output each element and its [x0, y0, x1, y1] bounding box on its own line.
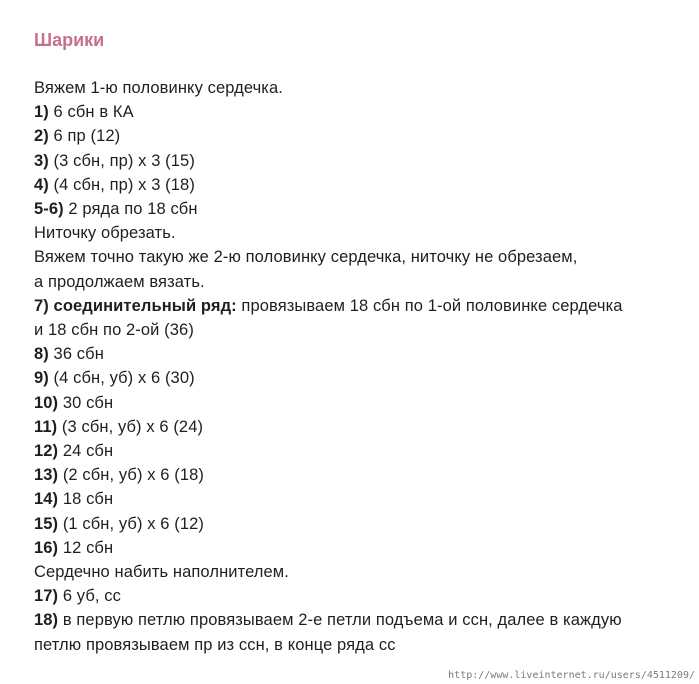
row-text: 18 сбн — [58, 490, 114, 509]
row-text: 2 ряда по 18 сбн — [63, 200, 198, 219]
watermark-url: http://www.liveinternet.ru/users/4511209/ — [448, 670, 695, 681]
row-number: 14) — [34, 490, 59, 509]
row-text: провязываем 18 сбн по 1-ой половинке сердечка — [236, 296, 623, 315]
page-title: Шарики — [34, 30, 105, 50]
instruction-line — [34, 76, 684, 100]
row-text: (4 сбн, пр) х 3 (18) — [48, 175, 195, 194]
row-number: 10) — [34, 393, 59, 412]
row-text: в первую петлю провязываем 2-е петли подъема и ссн, далее в каждую — [58, 611, 622, 630]
row-number: 5-6) — [34, 200, 64, 219]
instruction-line — [34, 149, 684, 173]
row-text: 30 сбн — [58, 393, 114, 412]
instruction-line — [34, 536, 684, 560]
row-number: 4) — [34, 175, 49, 194]
instruction-line — [34, 560, 684, 584]
row-number: 16) — [34, 538, 59, 557]
row-text: 12 сбн — [58, 538, 114, 557]
instruction-line — [34, 439, 684, 463]
row-text: и 18 сбн по 2-ой (36) — [34, 321, 194, 340]
row-number: 15) — [34, 514, 59, 533]
instruction-line — [34, 270, 684, 294]
instruction-line — [34, 415, 684, 439]
row-number: 2) — [34, 127, 49, 146]
row-number: 17) — [34, 587, 59, 606]
row-text: Вяжем 1-ю половинку сердечка. — [34, 79, 283, 97]
row-text: (4 сбн, уб) х 6 (30) — [48, 369, 195, 388]
row-number: 18) — [34, 611, 59, 630]
instruction-line — [34, 512, 684, 536]
row-number: 1) — [34, 103, 49, 122]
row-text: (1 сбн, уб) х 6 (12) — [58, 514, 204, 533]
row-number: 8) — [34, 345, 49, 364]
row-number: 13) — [34, 466, 59, 485]
instruction-line — [34, 487, 684, 511]
pattern-instructions — [34, 76, 684, 657]
row-number: 11) — [34, 417, 58, 436]
instruction-line — [34, 633, 684, 657]
row-text: Ниточку обрезать. — [34, 224, 176, 243]
instruction-line — [34, 584, 684, 608]
row-text: Сердечно набить наполнителем. — [34, 563, 289, 582]
instruction-line — [34, 463, 684, 487]
instruction-line — [34, 197, 684, 221]
row-number: 3) — [34, 151, 49, 170]
row-text: а продолжаем вязать. — [34, 272, 205, 291]
instruction-line — [34, 100, 684, 124]
row-text: 36 сбн — [48, 345, 104, 364]
instruction-line — [34, 318, 684, 342]
instruction-line — [34, 608, 684, 632]
instruction-line — [34, 391, 684, 415]
row-number: 12) — [34, 442, 59, 461]
row-text: (3 сбн, пр) х 3 (15) — [48, 151, 195, 170]
row-text: (3 сбн, уб) х 6 (24) — [57, 417, 204, 436]
row-text: (2 сбн, уб) х 6 (18) — [58, 466, 204, 485]
instruction-line — [34, 294, 684, 318]
row-number: 9) — [34, 369, 49, 388]
row-text: 6 пр (12) — [48, 127, 121, 146]
row-text: петлю провязываем пр из ссн, в конце ряда сс — [34, 635, 396, 654]
row-text: Вяжем точно такую же 2-ю половинку сердечка, ниточку не обрезаем, — [34, 248, 578, 267]
instruction-line — [34, 245, 684, 269]
instruction-line — [34, 221, 684, 245]
instruction-line — [34, 124, 684, 148]
instruction-line — [34, 173, 684, 197]
row-text: 6 сбн в КА — [48, 103, 134, 122]
instruction-line — [34, 342, 684, 366]
row-text: 24 сбн — [58, 442, 114, 461]
row-text: 6 уб, сс — [58, 587, 121, 606]
instruction-line — [34, 366, 684, 390]
row-number: 7) соединительный ряд: — [34, 296, 237, 315]
